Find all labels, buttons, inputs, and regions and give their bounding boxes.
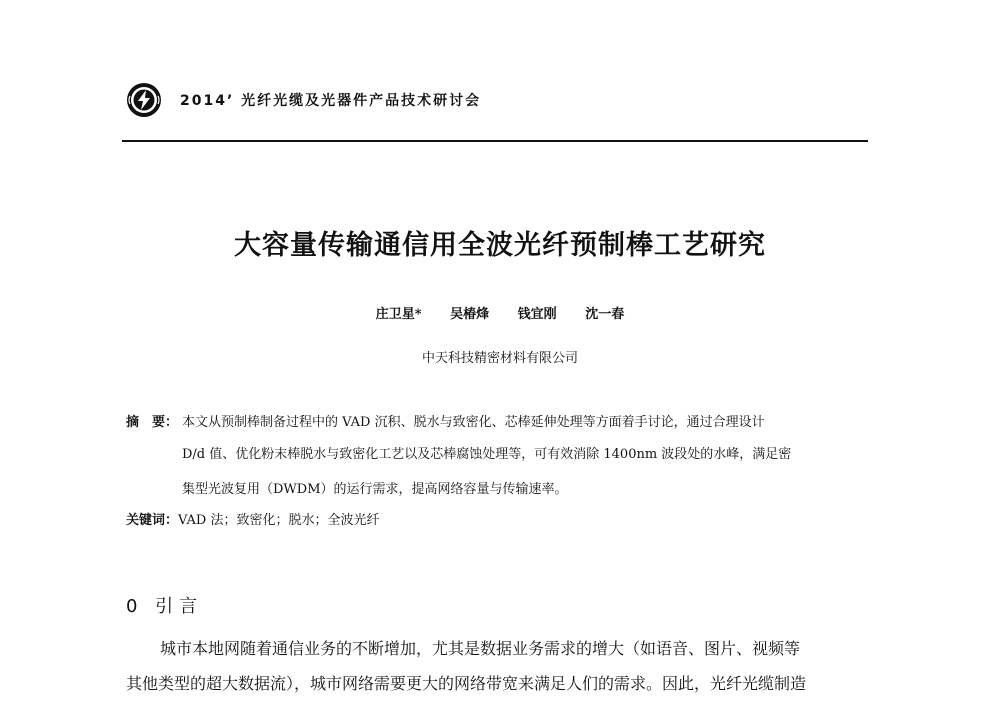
section-heading: 0 引言: [126, 596, 204, 617]
page-header: [126, 82, 481, 118]
lightning-circle-icon: [126, 82, 162, 118]
body-text-line: 其他类型的超大数据流），城市网络需要更大的网络带宽来满足人们的需求。因此，光纤光缆制造: [126, 674, 807, 693]
abstract-text: 本文从预制棒制备过程中的 VAD 沉积、脱水与致密化、芯棒延伸处理等方面着手讨论，通过合理设计: [182, 415, 765, 430]
author-list: [0, 303, 1000, 322]
conference-title: 2014’ 光纤光缆及光器件产品技术研讨会: [180, 93, 482, 109]
abstract-line: [126, 415, 871, 431]
abstract-line: 集型光波复用（DWDM）的运行需求，提高网络容量与传输速率。: [182, 482, 568, 497]
author-name: 吴椿烽: [450, 307, 490, 322]
body-text-line: 城市本地网随着通信业务的不断增加，尤其是数据业务需求的增大（如语音、图片、视频等: [160, 639, 801, 658]
header-divider: [122, 140, 868, 142]
keywords-line: [126, 513, 871, 529]
keywords-text: VAD 法；致密化；脱水；全波光纤: [178, 513, 380, 528]
affiliation: 中天科技精密材料有限公司: [421, 351, 578, 366]
author-name: 钱宜刚: [517, 307, 557, 322]
paper-title: 大容量传输通信用全波光纤预制棒工艺研究: [234, 230, 766, 261]
author-name: 沈一春: [585, 307, 625, 322]
author-name: 庄卫星*: [375, 307, 422, 322]
abstract-line: D/d 值、优化粉末棒脱水与致密化工艺以及芯棒腐蚀处理等，可有效消除 1400nm 波段处的水峰，满足密: [182, 447, 792, 462]
abstract-label: 摘 要：: [126, 415, 179, 430]
keywords-label: 关键词：: [126, 513, 179, 528]
